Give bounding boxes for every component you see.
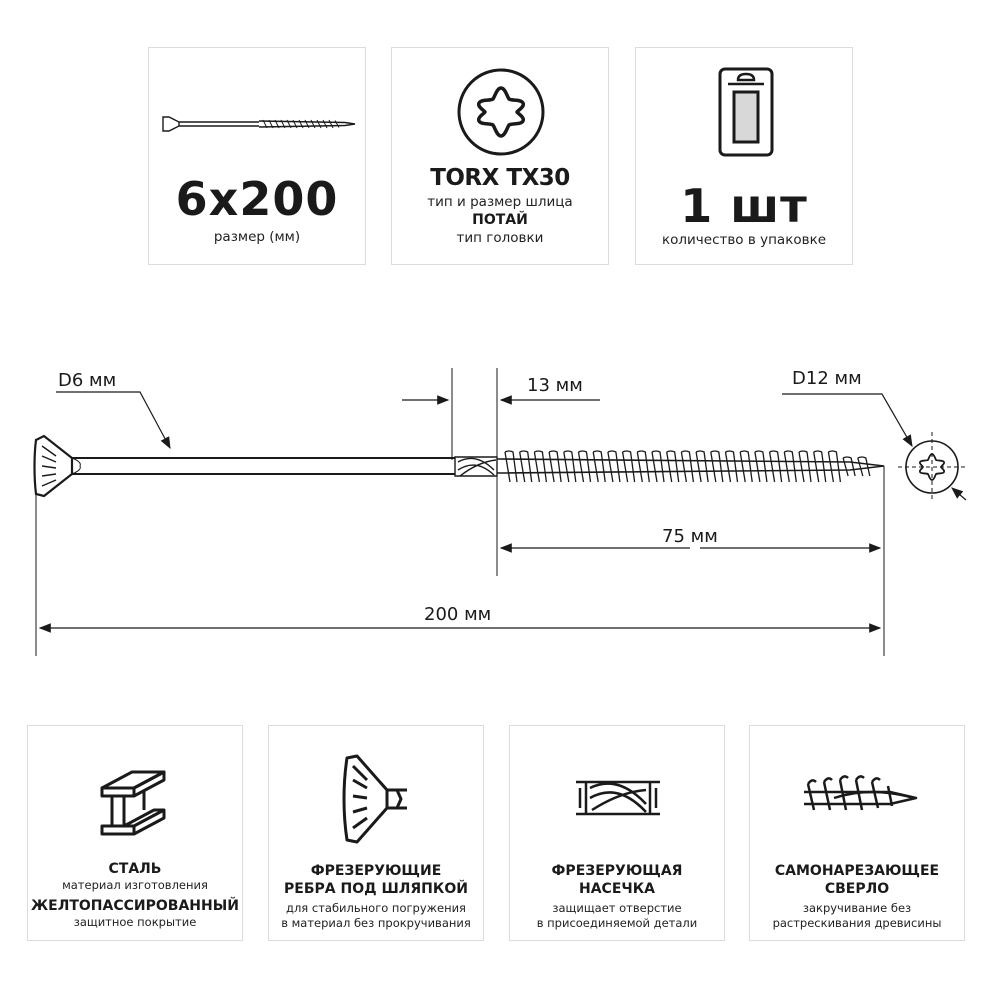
feature-steel-title: СТАЛЬ bbox=[108, 861, 162, 877]
self-drilling-tip-icon bbox=[750, 748, 966, 848]
feature-coating-sub: защитное покрытие bbox=[73, 915, 197, 929]
screw-thumbnail-icon bbox=[159, 113, 359, 137]
thread-crest bbox=[534, 451, 546, 482]
feature-ribs-sub2: в материал без прокручивания bbox=[281, 916, 471, 930]
thread-crest bbox=[623, 451, 635, 482]
thread-crest bbox=[637, 451, 649, 482]
thread-crest bbox=[740, 451, 752, 482]
quantity-value: 1 шт bbox=[680, 179, 808, 233]
thread-crest bbox=[579, 451, 591, 482]
feature-tip-title1: САМОНАРЕЗАЮЩЕЕ bbox=[774, 863, 940, 879]
feature-coating-title: ЖЕЛТОПАССИРОВАННЫЙ bbox=[31, 898, 239, 914]
head-diameter-label: D12 мм bbox=[792, 368, 862, 389]
size-value: 6x200 bbox=[175, 172, 339, 226]
thread-crest bbox=[696, 451, 708, 482]
feature-tip-sub2: растрескивания древисины bbox=[772, 916, 942, 930]
torx-icon bbox=[455, 66, 547, 158]
torx-title: TORX TX30 bbox=[430, 165, 570, 191]
thread-crest bbox=[843, 457, 855, 476]
thread-crest bbox=[770, 451, 782, 482]
feature-card-milling-notch bbox=[509, 725, 725, 941]
thread-crest bbox=[814, 451, 826, 482]
shank-diameter-label: D6 мм bbox=[58, 370, 117, 391]
thread-crest bbox=[858, 457, 870, 476]
thread-crest bbox=[608, 451, 620, 482]
thread-crest bbox=[667, 451, 679, 482]
feature-ribs-title2: РЕБРА ПОД ШЛЯПКОЙ bbox=[284, 881, 468, 897]
total-length-label: 200 мм bbox=[424, 604, 492, 625]
thread-crest bbox=[726, 451, 738, 482]
thread-crest bbox=[755, 451, 767, 482]
head-type: ПОТАЙ bbox=[472, 212, 528, 228]
feature-notch-sub1: защищает отверстие bbox=[552, 901, 682, 915]
thread-length-label: 75 мм bbox=[662, 526, 718, 547]
feature-card-head-ribs bbox=[268, 725, 484, 941]
head-ribs-icon bbox=[269, 748, 485, 848]
thread-crest bbox=[564, 451, 576, 482]
package-icon bbox=[716, 66, 776, 158]
screw-head bbox=[35, 436, 73, 496]
torx-card bbox=[391, 47, 609, 265]
thread-crest bbox=[681, 451, 693, 482]
steel-beam-icon bbox=[28, 748, 244, 848]
torx-title-sub: тип и размер шлица bbox=[427, 194, 573, 210]
thread-crest bbox=[828, 451, 840, 482]
size-card bbox=[148, 47, 366, 265]
feature-notch-title1: ФРЕЗЕРУЮЩАЯ bbox=[551, 863, 683, 879]
feature-ribs-sub1: для стабильного погружения bbox=[286, 901, 466, 915]
thread-crest bbox=[799, 451, 811, 482]
quantity-label: количество в упаковке bbox=[661, 232, 827, 248]
thread-crest bbox=[652, 451, 664, 482]
quantity-card bbox=[635, 47, 853, 265]
screw-dimension-drawing bbox=[0, 340, 1000, 670]
thread-crest bbox=[711, 451, 723, 482]
feature-card-steel bbox=[27, 725, 243, 941]
feature-steel-sub: материал изготовления bbox=[62, 878, 208, 892]
thread-crest bbox=[784, 451, 796, 482]
feature-notch-title2: НАСЕЧКА bbox=[579, 881, 655, 897]
milling-notch-icon bbox=[510, 748, 726, 848]
head-type-sub: тип головки bbox=[456, 230, 544, 246]
thread-crest bbox=[520, 451, 532, 482]
thread-crest bbox=[505, 451, 517, 482]
feature-notch-sub2: в присоединяемой детали bbox=[536, 916, 698, 930]
thread-crest bbox=[593, 451, 605, 482]
feature-ribs-title1: ФРЕЗЕРУЮЩИЕ bbox=[310, 863, 442, 879]
feature-tip-sub1: закручивание без bbox=[802, 901, 912, 915]
notch-length-label: 13 мм bbox=[527, 375, 583, 396]
feature-card-drill-tip bbox=[749, 725, 965, 941]
feature-tip-title2: СВЕРЛО bbox=[824, 881, 890, 897]
size-label: размер (мм) bbox=[213, 229, 301, 245]
thread-crest bbox=[549, 451, 561, 482]
